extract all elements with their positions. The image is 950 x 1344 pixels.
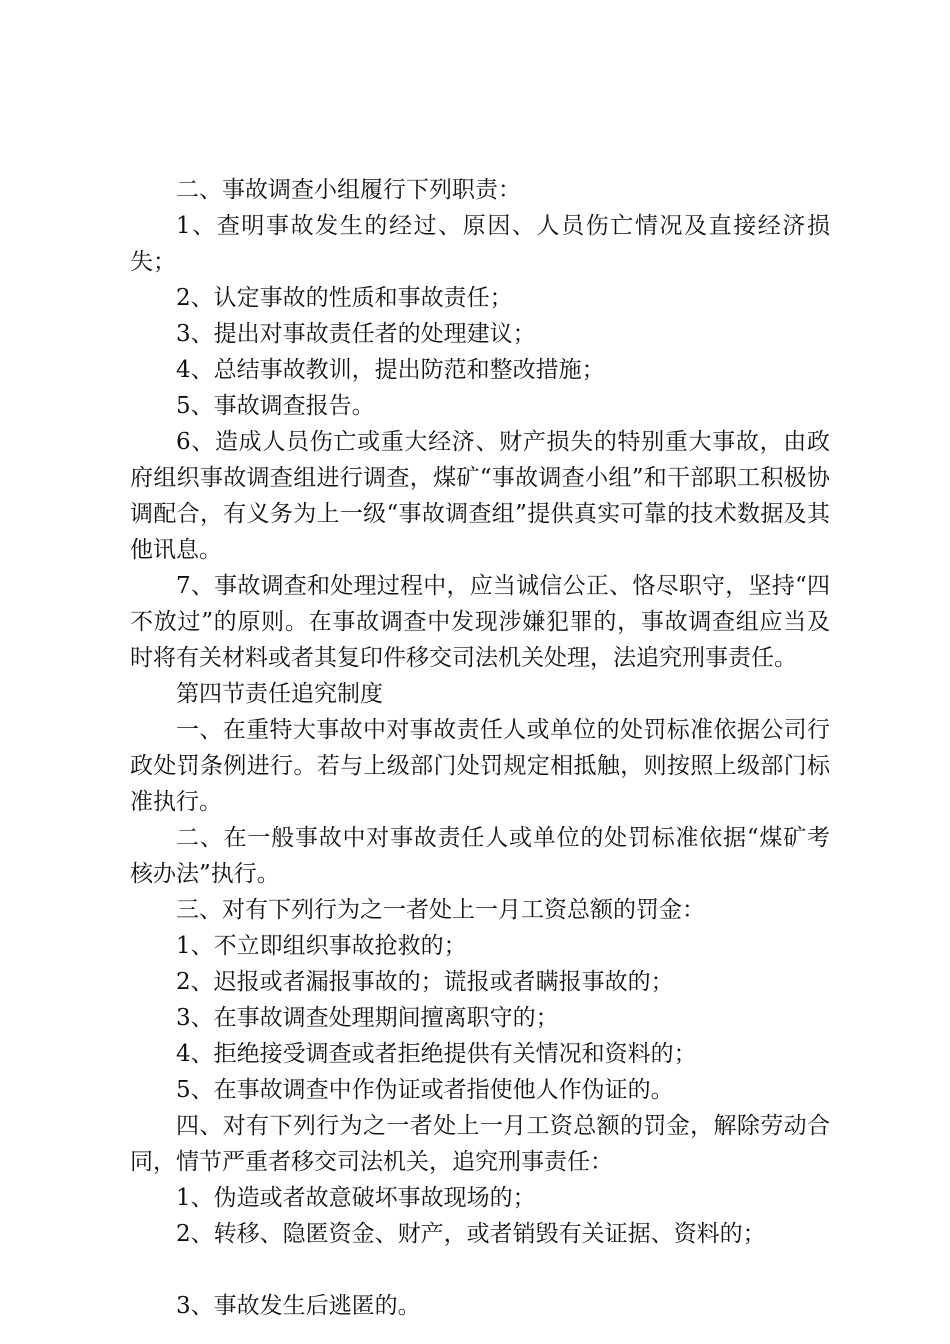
section-heading: 第四节责任追究制度 xyxy=(176,681,383,707)
paragraph-duties-heading: 二、事故调查小组履行下列职责： xyxy=(176,177,521,203)
paragraph-rule-4-item-3: 3、事故发生后逃匿的。 xyxy=(176,1293,421,1319)
paragraph-rule-3-item-3: 3、在事故调查处理期间擅离职守的； xyxy=(176,1005,559,1031)
paragraph-rule-1: 一、在重特大事故中对事故责任人或单位的处罚标准依据公司行政处罚条例进行。若与上级部门处罚规定相抵触，则按照上级部门标准执行。 xyxy=(130,717,830,815)
paragraph-rule-3-item-5: 5、在事故调查中作伪证或者指使他人作伪证的。 xyxy=(176,1077,674,1103)
paragraph-rule-4: 四、对有下列行为之一者处上一月工资总额的罚金，解除劳动合同，情节严重者移交司法机关，追究刑事责任： xyxy=(130,1113,830,1175)
paragraph-rule-4-item-2: 2、转移、隐匿资金、财产，或者销毁有关证据、资料的； xyxy=(176,1221,766,1247)
document-body xyxy=(130,172,830,1324)
paragraph-duty-7: 7、事故调查和处理过程中，应当诚信公正、恪尽职守，坚持“四不放过”的原则。在事故调查中发现涉嫌犯罪的，事故调查组应当及时将有关材料或者其复印件移交司法机关处理，法追究刑事责任。 xyxy=(130,573,830,671)
paragraph-duty-1: 1、查明事故发生的经过、原因、人员伤亡情况及直接经济损失； xyxy=(130,213,830,275)
paragraph-duty-4: 4、总结事故教训，提出防范和整改措施； xyxy=(176,357,605,383)
blank-line xyxy=(130,1252,830,1288)
paragraph-rule-3-item-4: 4、拒绝接受调查或者拒绝提供有关情况和资料的； xyxy=(176,1041,697,1067)
paragraph-duty-5: 5、事故调查报告。 xyxy=(176,393,375,419)
paragraph-rule-3-item-2: 2、迟报或者漏报事故的；谎报或者瞒报事故的； xyxy=(176,969,674,995)
paragraph-duty-2: 2、认定事故的性质和事故责任； xyxy=(176,285,513,311)
paragraph-duty-6: 6、造成人员伤亡或重大经济、财产损失的特别重大事故，由政府组织事故调查组进行调查，煤矿“事故调查小组”和干部职工积极协调配合，有义务为上一级“事故调查组”提供真实可靠的技术数据及其他讯息。 xyxy=(130,429,830,563)
paragraph-rule-3: 三、对有下列行为之一者处上一月工资总额的罚金： xyxy=(176,897,705,923)
paragraph-rule-2: 二、在一般事故中对事故责任人或单位的处罚标准依据“煤矿考核办法”执行。 xyxy=(130,825,830,887)
paragraph-rule-4-item-1: 1、伪造或者故意破坏事故现场的； xyxy=(176,1185,536,1211)
paragraph-duty-3: 3、提出对事故责任者的处理建议； xyxy=(176,321,536,347)
paragraph-rule-3-item-1: 1、不立即组织事故抢救的； xyxy=(176,933,467,959)
